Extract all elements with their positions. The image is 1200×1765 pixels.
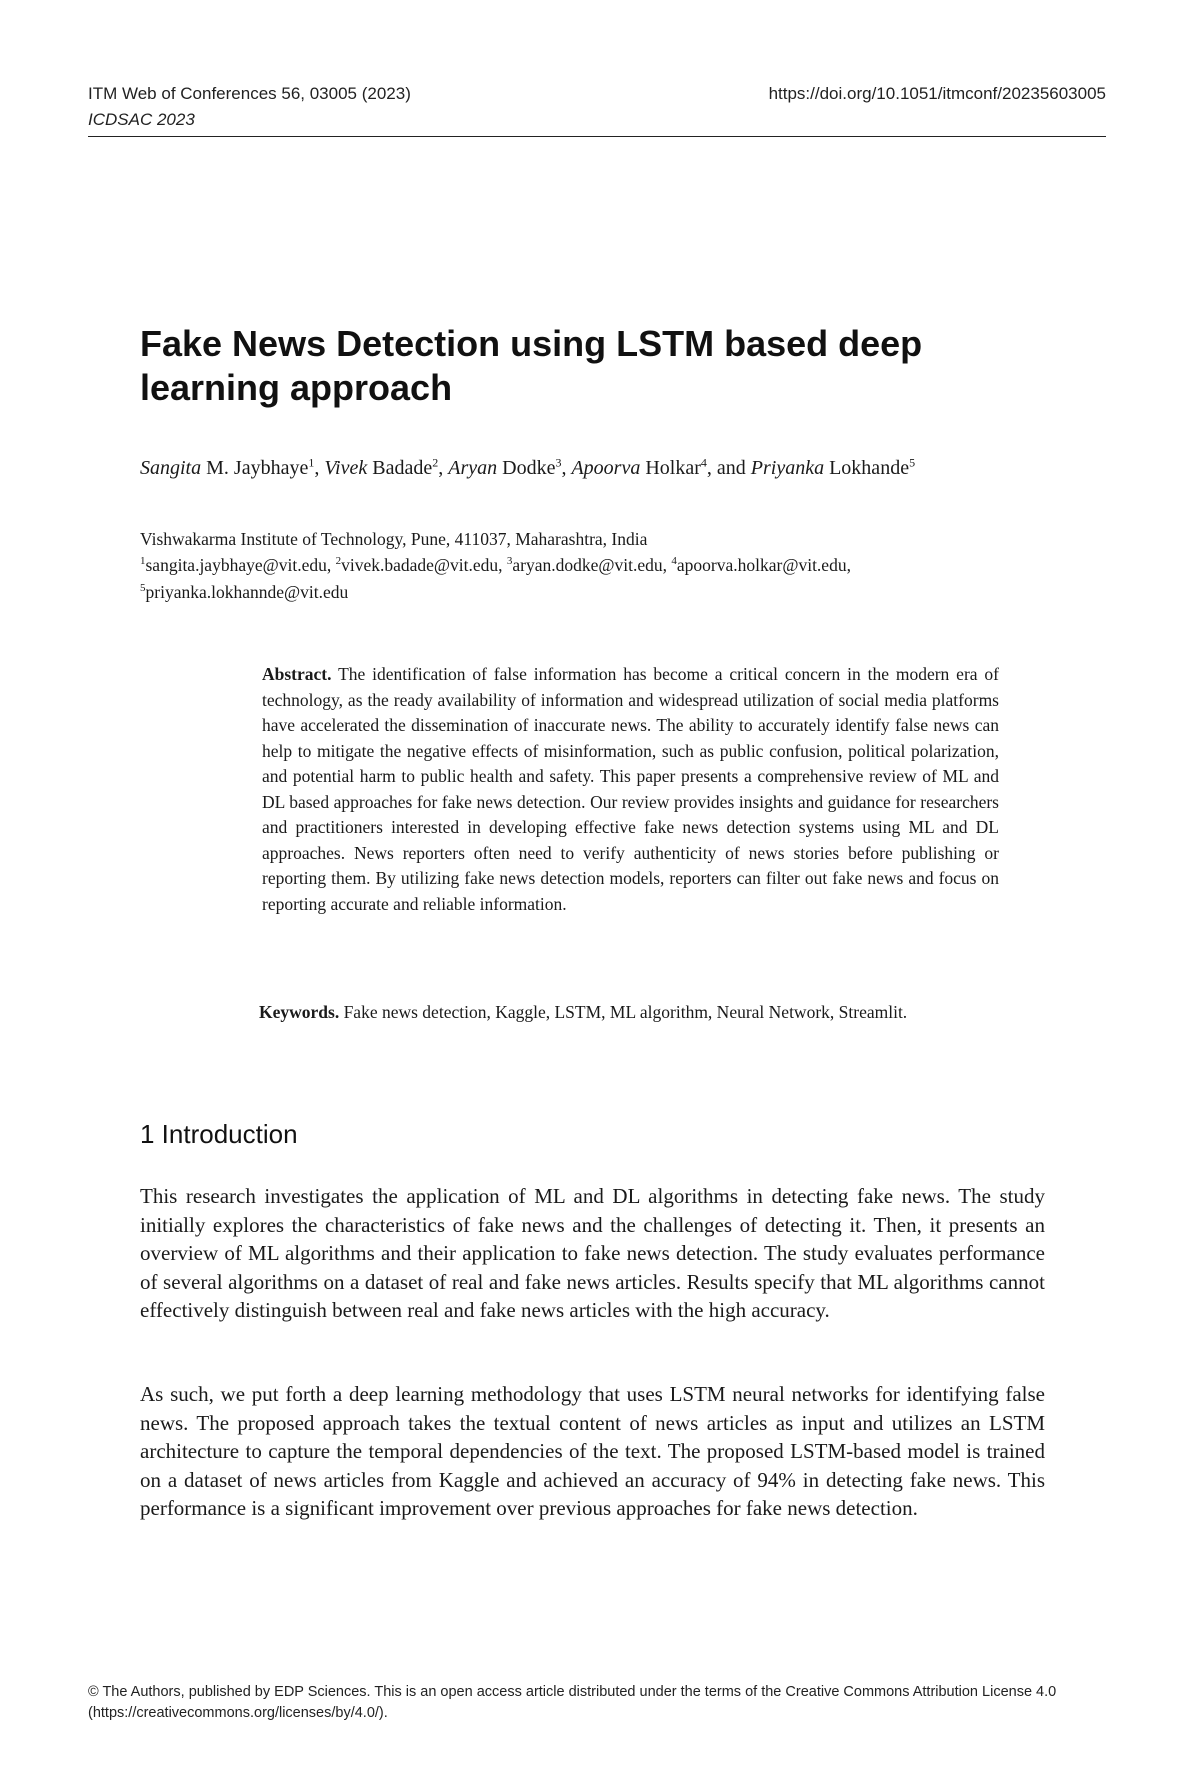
- journal-citation: ITM Web of Conferences 56, 03005 (2023): [88, 84, 411, 103]
- keywords-label: Keywords.: [259, 1002, 340, 1022]
- email-address[interactable]: vivek.badade@vit.edu: [341, 555, 499, 575]
- license-footer: © The Authors, published by EDP Sciences. This is an open access article distributed under the terms of the Creative Commons Attribution License 4.0 (https://creativecommons.org/licenses/by/4.0/).: [88, 1684, 1057, 1721]
- email-address[interactable]: apoorva.holkar@vit.edu: [676, 555, 847, 575]
- email-address[interactable]: aryan.dodke@vit.edu: [512, 555, 663, 575]
- author-separator: ,: [314, 457, 325, 479]
- author-given-name: Sangita: [140, 457, 202, 479]
- conference-name: ICDSAC 2023: [88, 110, 195, 129]
- paper-title: Fake News Detection using LSTM based deep learning approach: [140, 323, 923, 408]
- doi-link[interactable]: https://doi.org/10.1051/itmconf/20235603005: [768, 84, 1106, 103]
- email-address[interactable]: sangita.jaybhaye@vit.edu: [145, 555, 327, 575]
- body-paragraph: This research investigates the application of ML and DL algorithms in detecting fake news. The study initially explores the characteristics of fake news and the challenges of detecting it. Then, it presents an overview of ML algorithms and their application to fake news detection. The study evaluates performance of several algorithms on a dataset of real and fake news articles. Results specify that ML algorithms cannot effectively distinguish between real and fake news articles with the high accuracy.: [140, 1184, 1045, 1323]
- author-separator: ,: [438, 457, 449, 479]
- author-given-name: Priyanka: [750, 457, 825, 479]
- email-list: [140, 552, 1050, 606]
- author-affiliation-mark: 2: [432, 455, 439, 470]
- abstract-label: Abstract.: [262, 664, 332, 684]
- section-heading: 1 Introduction: [140, 1119, 298, 1149]
- author-given-name: Vivek: [324, 457, 368, 479]
- author: [140, 457, 324, 479]
- email-address[interactable]: priyanka.lokhannde@vit.edu: [145, 582, 349, 602]
- author-list: [140, 454, 1050, 482]
- email-separator: ,: [662, 555, 672, 575]
- author-affiliation-mark: 1: [308, 455, 315, 470]
- author-separator: ,: [561, 457, 572, 479]
- keywords: [259, 1000, 939, 1026]
- author-family-name: Holkar: [640, 457, 701, 479]
- author-family-name: Dodke: [497, 457, 556, 479]
- author-given-name: Apoorva: [571, 457, 641, 479]
- author-family-name: Lokhande: [824, 457, 910, 479]
- author: [324, 457, 448, 479]
- email-mark: 5: [140, 582, 146, 595]
- email-mark: 1: [140, 555, 146, 568]
- email-mark: 3: [506, 555, 513, 568]
- author: [571, 457, 750, 479]
- keywords-text: Fake news detection, Kaggle, LSTM, ML algorithm, Neural Network, Streamlit.: [343, 1002, 908, 1022]
- author-family-name: Badade: [367, 457, 433, 479]
- abstract-text: The identification of false information has become a critical concern in the modern era of technology, as the ready availability of information and widespread utilization of social media platforms have accelerated the dissemination of inaccurate news. The ability to accurately identify false news can help to mitigate the negative effects of misinformation, such as public confusion, political polarization, and potential harm to public health and safety. This paper presents a comprehensive review of ML and DL based approaches for fake news detection. Our review provides insights and guidance for researchers and practitioners interested in developing effective fake news detection systems using ML and DL approaches. News reporters often need to verify authenticity of news stories before publishing or reporting them. By utilizing fake news detection models, reporters can filter out fake news and focus on reporting accurate and reliable information.: [262, 664, 999, 914]
- author-affiliation-mark: 5: [909, 455, 916, 470]
- header-divider: [88, 136, 1106, 137]
- body-paragraph: As such, we put forth a deep learning methodology that uses LSTM neural networks for identifying false news. The proposed approach takes the textual content of news articles as input and utilizes an LSTM architecture to capture the temporal dependencies of the text. The proposed LSTM-based model is trained on a dataset of news articles from Kaggle and achieved an accuracy of 94% in detecting fake news. This performance is a significant improvement over previous approaches for fake news detection.: [140, 1382, 1045, 1521]
- author-affiliation-mark: 4: [700, 455, 707, 470]
- email-mark: 4: [671, 555, 677, 568]
- email-separator: ,: [326, 555, 336, 575]
- author-affiliation-mark: 3: [555, 455, 562, 470]
- author-separator: , and: [706, 457, 751, 479]
- author: [448, 457, 571, 479]
- author-family-name: M. Jaybhaye: [201, 457, 309, 479]
- author-given-name: Aryan: [448, 457, 498, 479]
- abstract: [262, 662, 999, 917]
- author: [751, 457, 915, 479]
- email-mark: 2: [335, 555, 342, 568]
- affiliation: Vishwakarma Institute of Technology, Pune, 411037, Maharashtra, India: [140, 529, 648, 549]
- email-separator: ,: [498, 555, 507, 575]
- email-separator: ,: [846, 555, 851, 575]
